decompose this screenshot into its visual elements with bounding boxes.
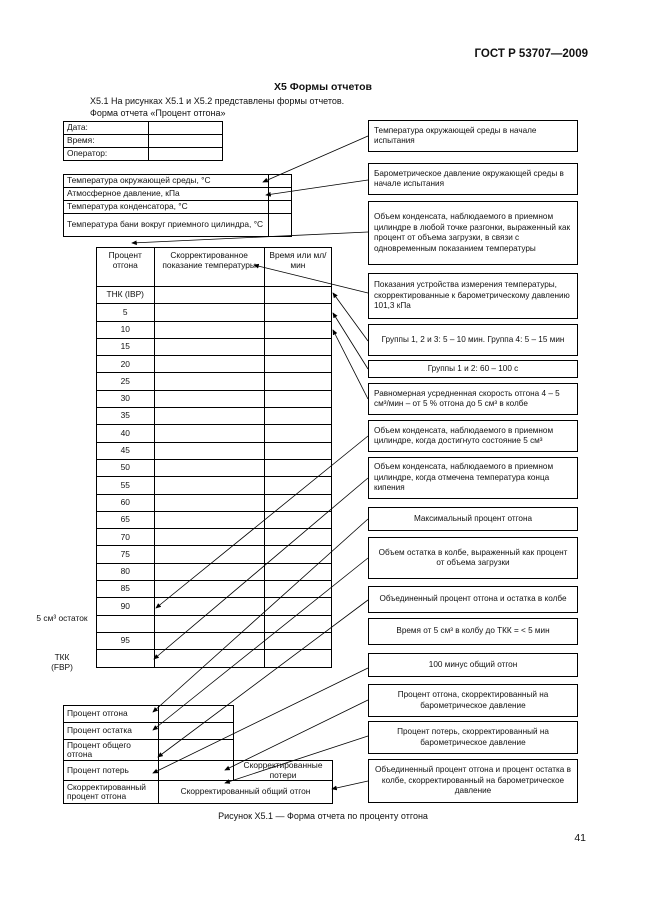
row-percent-label: 30 xyxy=(97,390,155,407)
total-recovery-label: Процент общего отгона xyxy=(64,740,159,761)
row-percent-label: 60 xyxy=(97,494,155,511)
callout-corrected-recovery: Процент отгона, скорректированный на барометрическое давление xyxy=(368,684,578,717)
row-percent-label: 75 xyxy=(97,546,155,563)
callout-5cm3-volume: Объем конденсата, наблюдаемого в приемном цилиндре, когда достигнуто состояние 5 см³ xyxy=(368,420,578,452)
row-percent-label: 5 xyxy=(97,304,155,321)
callout-groups-time: Группы 1, 2 и 3: 5 – 10 мин. Группа 4: 5 – 15 мин xyxy=(368,324,578,356)
row-percent-label: 80 xyxy=(97,563,155,580)
standard-header: ГОСТ Р 53707—2009 xyxy=(474,48,588,60)
ambient-temp-label: Температура окружающей среды, °С xyxy=(64,175,269,188)
date-label: Дата: xyxy=(64,122,149,135)
callout-corrected-temp: Показания устройства измерения температуры, скорректированные к барометрическому давлению 101,3 кПа xyxy=(368,273,578,319)
section-title: Х5 Формы отчетов xyxy=(273,81,373,93)
row-percent-label: 45 xyxy=(97,442,155,459)
condenser-temp-label: Температура конденсатора, °С xyxy=(64,201,269,214)
callout-100-minus: 100 минус общий отгон xyxy=(368,653,578,677)
col-time-header: Время или мл/мин xyxy=(264,248,331,287)
row-percent-label: 50 xyxy=(97,459,155,476)
row-percent-label: 20 xyxy=(97,356,155,373)
figure-caption: Рисунок Х5.1 — Форма отчета по проценту отгона xyxy=(218,811,428,821)
intro-line-2: Форма отчета «Процент отгона» xyxy=(90,108,226,118)
callout-residue-volume: Объем остатка в колбе, выраженный как процент от объема загрузки xyxy=(368,537,578,579)
callout-corrected-combined: Объединенный процент отгона и процент остатка в колбе, скорректированный на барометрическое давление xyxy=(368,759,578,803)
callout-time-5cm3-fbp: Время от 5 см³ в колбу до ТКК = < 5 мин xyxy=(368,618,578,645)
callout-condensate-volume: Объем конденсата, наблюдаемого в приемном цилиндре в любой точке разгонки, выраженный как процент от объема загрузки, в связи с одновременным показанием температуры xyxy=(368,201,578,265)
intro-line-1: Х5.1 На рисунках Х5.1 и Х5.2 представлены формы отчетов. xyxy=(90,96,345,106)
callout-groups-seconds: Группы 1 и 2: 60 – 100 с xyxy=(368,360,578,378)
corrected-recovered-label: Скорректированный процент отгона xyxy=(64,781,159,804)
row-percent-label: 70 xyxy=(97,529,155,546)
row-percent-label: 40 xyxy=(97,425,155,442)
row-percent-label: 25 xyxy=(97,373,155,390)
row-percent-label: 90 xyxy=(97,598,155,615)
loss-label: Процент потерь xyxy=(64,761,159,781)
col-temp-header: Скорректированное показание температуры xyxy=(154,248,264,287)
callout-pressure: Барометрическое давление окружающей среды в начале испытания xyxy=(368,163,578,195)
residue-label: Процент остатка xyxy=(64,723,159,740)
pressure-label: Атмосферное давление, кПа xyxy=(64,188,269,201)
row-percent-label: 55 xyxy=(97,477,155,494)
callout-combined: Объединенный процент отгона и остатка в колбе xyxy=(368,586,578,613)
row-percent-label: 10 xyxy=(97,321,155,338)
row-percent-label: 85 xyxy=(97,581,155,598)
operator-label: Оператор: xyxy=(64,148,149,161)
corrected-loss-label: Скорректированные потери xyxy=(234,761,333,781)
corrected-total-label: Скорректированный общий отгон xyxy=(159,781,333,804)
callout-fbp-volume: Объем конденсата, наблюдаемого в приемном цилиндре, когда отмечена температура конца кипения xyxy=(368,457,578,499)
row-percent-label: 65 xyxy=(97,511,155,528)
row-percent-label: 95 xyxy=(97,632,155,649)
residue-side-label: 5 см³ остаток xyxy=(36,613,88,623)
fbp-side-label: ТКК (FBP) xyxy=(51,652,73,672)
page-number: 41 xyxy=(574,832,586,844)
col-percent-header: Процент отгона xyxy=(97,248,155,287)
recovered-label: Процент отгона xyxy=(64,706,159,723)
time-label: Время: xyxy=(64,135,149,148)
row-percent-label: 35 xyxy=(97,408,155,425)
callout-corrected-loss: Процент потерь, скорректированный на барометрическое давление xyxy=(368,721,578,754)
callout-uniform-rate: Равномерная усредненная скорость отгона 4 – 5 см³/мин – от 5 % отгона до 5 см³ в колбе xyxy=(368,383,578,415)
callout-max-recovery: Максимальный процент отгона xyxy=(368,507,578,531)
bath-temp-label: Температура бани вокруг приемного цилиндра, °С xyxy=(64,214,269,237)
row-percent-label: ТНК (IBP) xyxy=(97,287,155,304)
row-percent-label: 15 xyxy=(97,338,155,355)
callout-ambient-temp: Температура окружающей среды в начале испытания xyxy=(368,120,578,152)
